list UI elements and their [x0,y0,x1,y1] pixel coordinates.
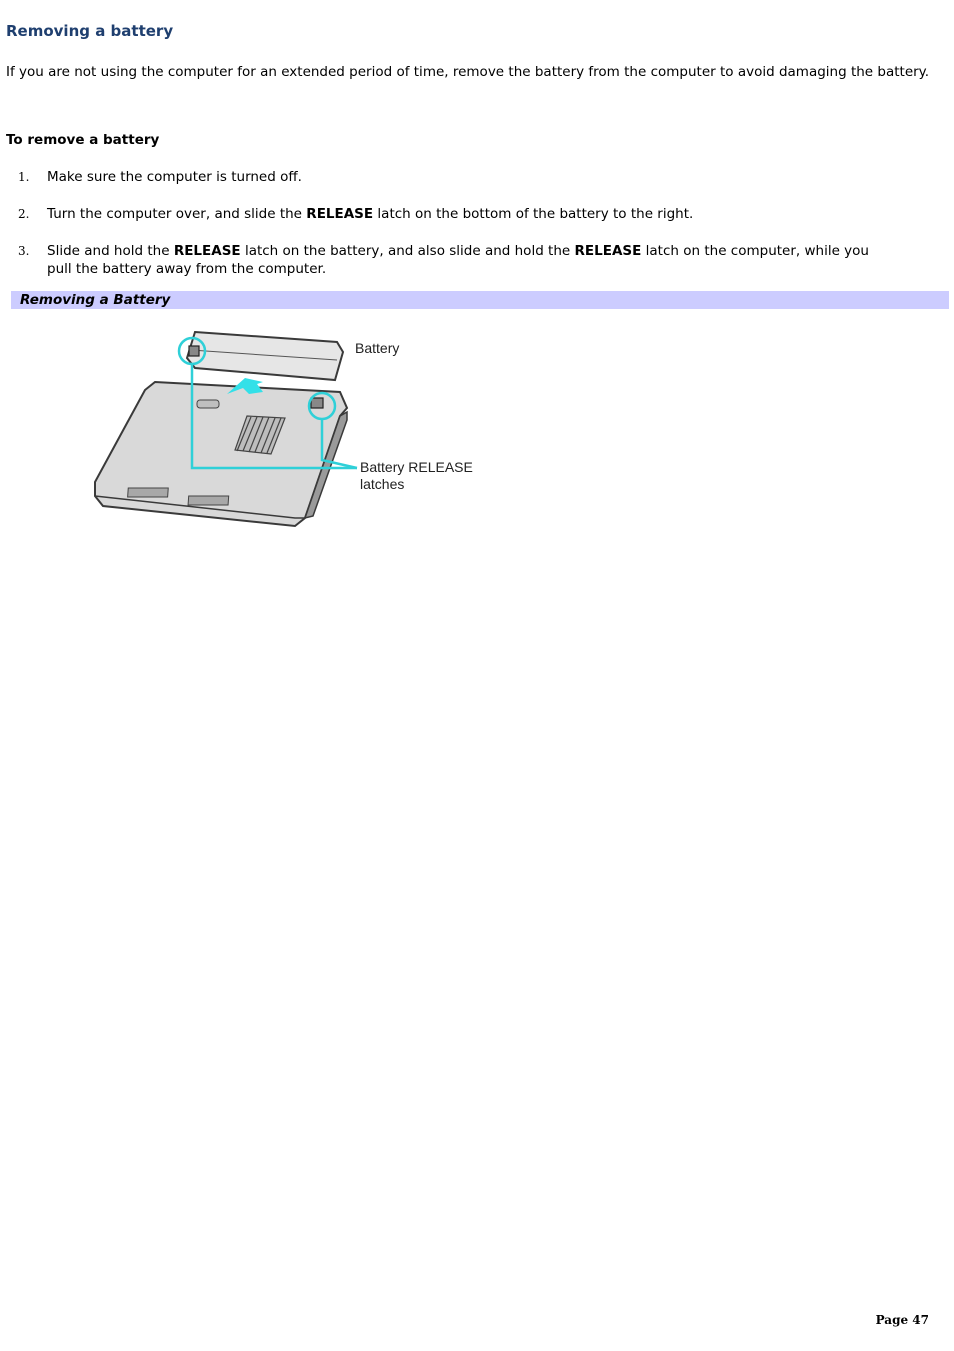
intro-paragraph: If you are not using the computer for an extended period of time, remove the battery from the computer to avoid damaging the battery. [6,64,930,80]
step-number: 1. [18,170,30,184]
procedure-heading: To remove a battery [6,132,160,148]
page-title: Removing a battery [6,22,174,40]
latches-label-line1: Battery RELEASE [360,459,473,475]
battery-label: Battery [355,340,400,356]
step-number: 2. [18,207,30,221]
latches-label-line2: latches [360,476,405,492]
battery-latch [189,346,199,356]
battery-pack [187,332,343,380]
step-text: Make sure the computer is turned off. [47,169,302,185]
laptop-battery-diagram [85,320,485,535]
battery-removal-illustration [85,320,485,535]
computer-latch [311,398,323,408]
page-number: Page 47 [875,1313,929,1327]
figure-caption: Removing a Battery [20,292,171,308]
figure-caption-bar [11,291,949,309]
bottom-slot [197,400,219,408]
step-text: Slide and hold the RELEASE latch on the battery, and also slide and hold the RELEASE latch on the computer, while you pull the battery away from the computer. [47,243,869,277]
step-text: Turn the computer over, and slide the RELEASE latch on the bottom of the battery to the right. [47,206,694,222]
step-number: 3. [18,244,30,258]
